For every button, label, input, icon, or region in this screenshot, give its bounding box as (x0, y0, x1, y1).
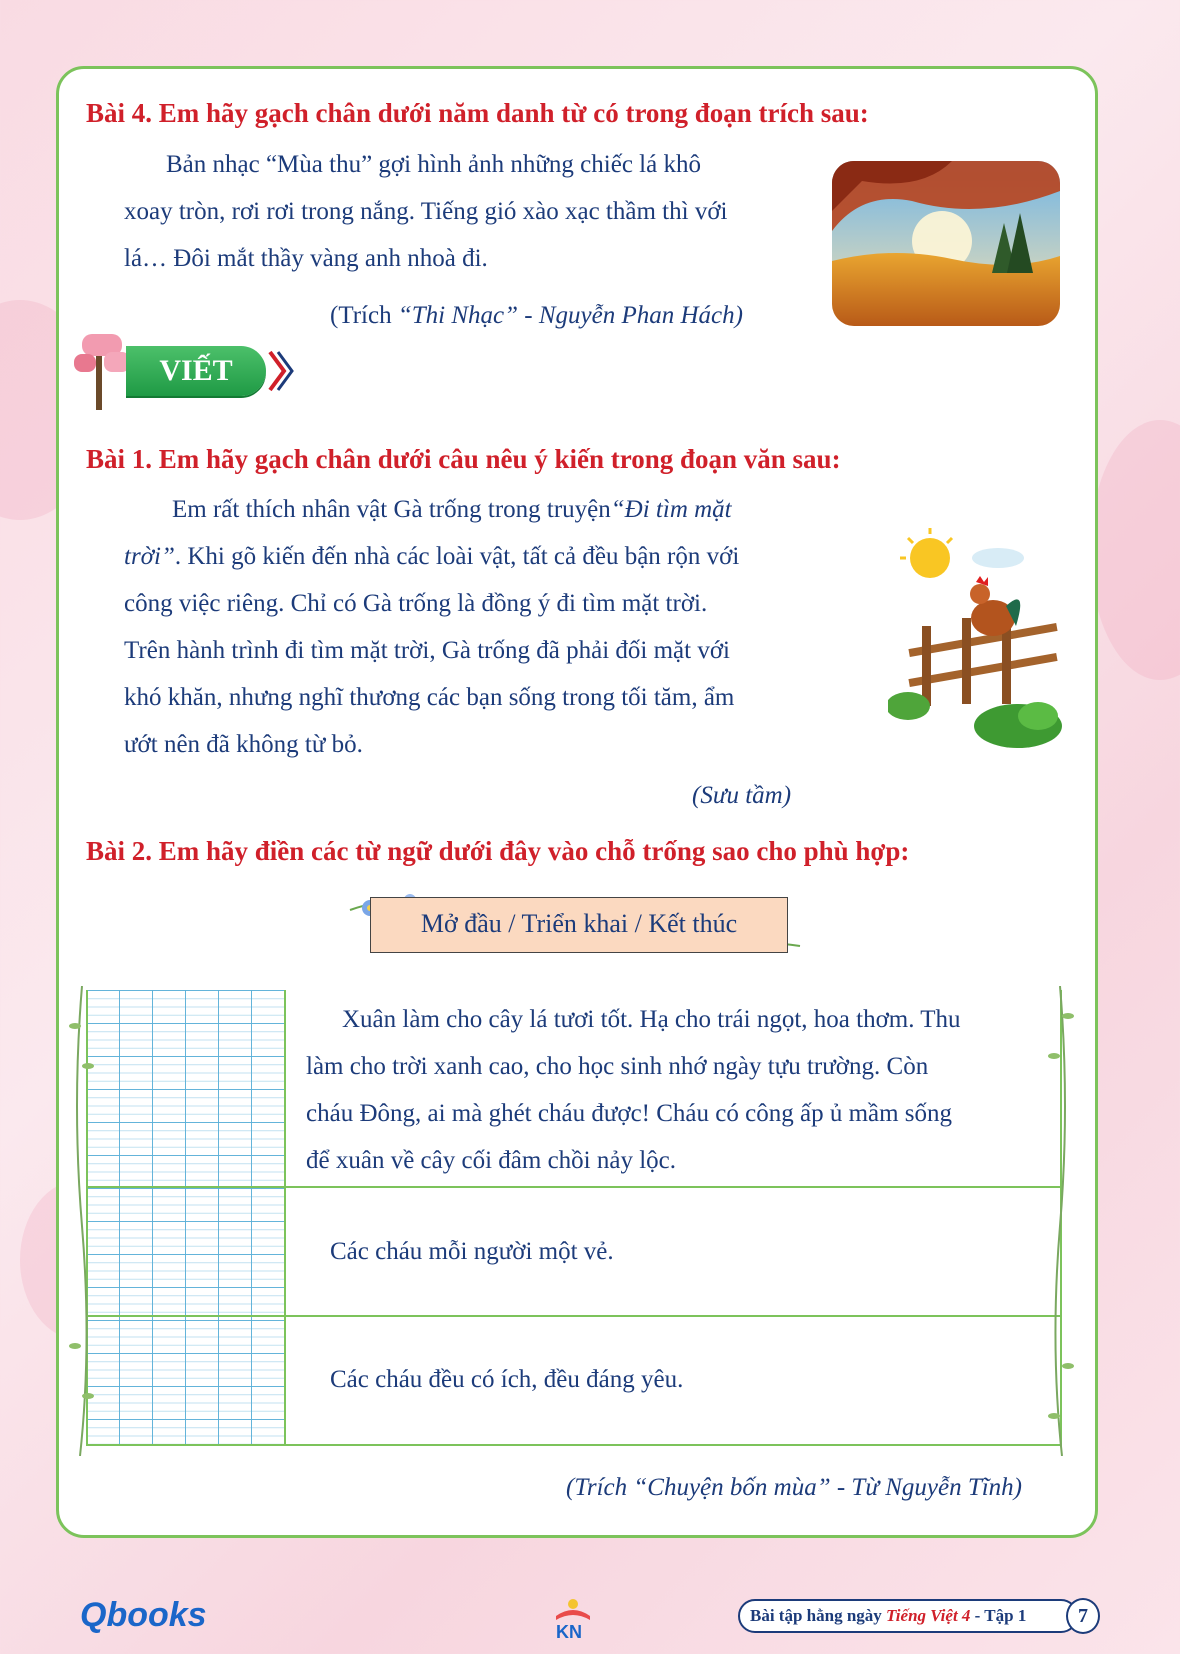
tree-icon (74, 332, 132, 412)
bai1-line: công việc riêng. Chỉ có Gà trống là đồng ý đi tìm mặt trời. (124, 590, 708, 617)
row-line: làm cho trời xanh cao, cho học sinh nhớ ngày tựu trường. Còn (306, 1053, 929, 1080)
autumn-landscape-illustration (832, 161, 1060, 326)
row-line: Xuân làm cho cây lá tươi tốt. Hạ cho trái ngọt, hoa thơm. Thu (342, 1006, 961, 1033)
bai1-source: (Sưu tầm) (692, 782, 792, 809)
bai4-heading: Bài 4. Em hãy gạch chân dưới năm danh từ có trong đoạn trích sau: (86, 98, 869, 128)
source-prefix: (Trích (330, 302, 398, 329)
line-text: Em rất thích nhân vật Gà trống trong truyện (172, 496, 611, 523)
bai4-source (330, 302, 743, 330)
row-line: cháu Đông, ai mà ghét cháu được! Cháu có công ấp ủ mầm sống (306, 1100, 953, 1127)
bai1-heading: Bài 1. Em hãy gạch chân dưới câu nêu ý kiến trong đoạn văn sau: (86, 444, 841, 474)
chevron-right-icon (266, 346, 294, 396)
book-volume: - Tập 1 (970, 1606, 1027, 1625)
book-subject: Tiếng Việt 4 (886, 1606, 971, 1625)
row-divider (86, 1186, 1062, 1188)
bai1-line (124, 533, 812, 580)
row-line: để xuân về cây cối đâm chồi nảy lộc. (306, 1147, 676, 1174)
viet-label: VIẾT (126, 346, 266, 396)
bai2-source: (Trích “Chuyện bốn mùa” - Từ Nguyễn Tĩnh) (566, 1474, 1023, 1501)
bai1-line (124, 486, 812, 533)
book-title-prefix: Bài tập hằng ngày (750, 1606, 887, 1625)
fill-in-table (86, 990, 1062, 1446)
leaf-vine-left-decoration (66, 986, 96, 1456)
word-bank-box: Mở đầu / Triển khai / Kết thúc (370, 897, 788, 953)
bai4-line: Bản nhạc “Mùa thu” gợi hình ảnh những chiếc lá khô (166, 151, 701, 178)
table-row-3-text: Các cháu đều có ích, đều đáng yêu. (330, 1366, 684, 1393)
story-title: trời” (124, 543, 175, 570)
bai1-line: Trên hành trình đi tìm mặt trời, Gà trống đã phải đối mặt với (124, 637, 730, 664)
bai4-line: xoay tròn, rơi rơi trong nắng. Tiếng gió xào xạc thầm thì với (124, 198, 728, 225)
row-divider (86, 1315, 1062, 1317)
table-row-2-text: Các cháu mỗi người một vẻ. (330, 1238, 614, 1265)
source-title: “Thi Nhạc” - Nguyễn Phan Hách) (397, 302, 743, 329)
page-number: 7 (1066, 1598, 1100, 1634)
bai2-heading: Bài 2. Em hãy điền các từ ngữ dưới đây vào chỗ trống sao cho phù hợp: (86, 836, 910, 866)
story-title: “Đi tìm mặt (610, 496, 732, 523)
qbooks-logo: Qbooks (80, 1596, 207, 1634)
bai1-paragraph (124, 486, 812, 768)
bai4-line: lá… Đôi mắt thầy vàng anh nhoà đi. (124, 245, 488, 272)
bai1-line: khó khăn, nhưng nghĩ thương các bạn sống trong tối tăm, ẩm (124, 684, 735, 711)
book-title-badge (738, 1599, 1078, 1633)
leaf-vine-right-decoration (1046, 986, 1076, 1456)
publisher-logo-text: KN (556, 1622, 582, 1640)
bai4-paragraph (124, 141, 796, 282)
viet-section-badge (74, 332, 294, 412)
rooster-illustration (888, 526, 1068, 758)
bai1-line: ướt nên đã không từ bỏ. (124, 731, 363, 758)
publisher-logo-icon (548, 1594, 598, 1640)
table-row-1-text (306, 996, 1046, 1184)
line-text: . Khi gõ kiến đến nhà các loài vật, tất cả đều bận rộn với (174, 543, 740, 570)
